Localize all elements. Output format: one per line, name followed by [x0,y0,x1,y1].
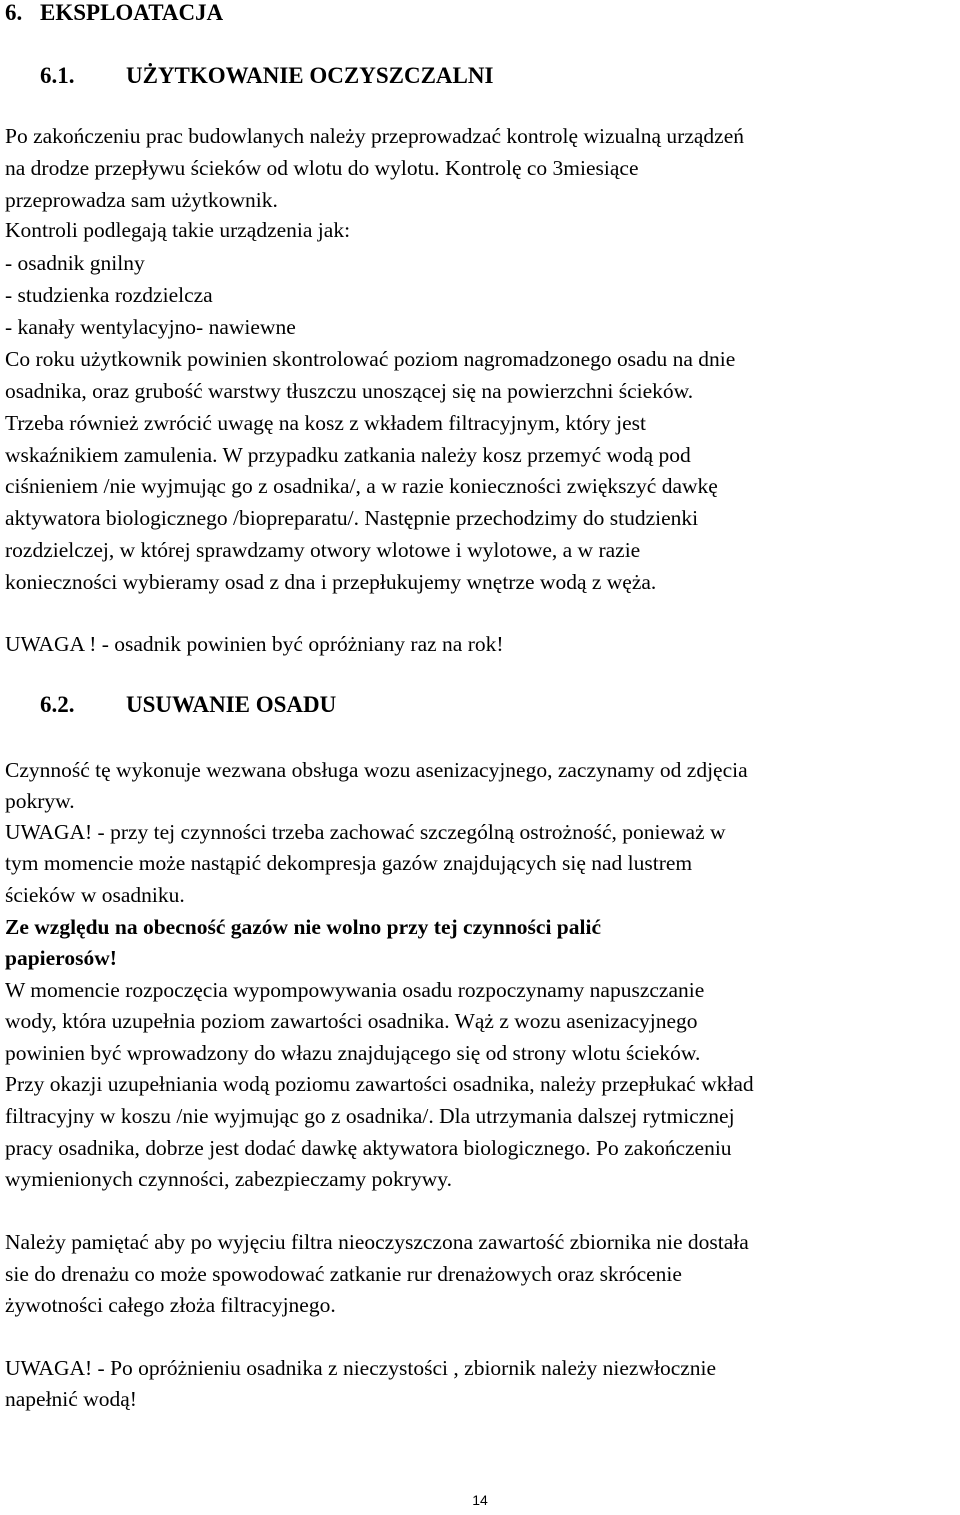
text-line: W momencie rozpoczęcia wypompowywania osadu rozpoczynamy napuszczanie [5,978,705,1002]
subsection-title: UŻYTKOWANIE OCZYSZCZALNI [126,63,494,88]
subsection-heading [40,689,337,721]
text-line: Czynność tę wykonuje wezwana obsługa wozu asenizacyjnego, zaczynamy od zdjęcia [5,758,748,782]
text-line: sie do drenażu co może spowodować zatkanie rur drenażowych oraz skrócenie [5,1262,682,1286]
text-line: Po zakończeniu prac budowlanych należy przeprowadzać kontrolę wizualną urządzeń [5,124,745,148]
text-line: pokryw. [5,789,75,813]
subsection-heading [40,60,494,92]
text-line: osadnika, oraz grubość warstwy tłuszczu unoszącej się na powierzchni ścieków. [5,379,694,403]
text-line: UWAGA! - przy tej czynności trzeba zachować szczególną ostrożność, ponieważ w [5,820,726,844]
warning-line: napełnić wodą! [5,1387,137,1411]
subsection-title: USUWANIE OSADU [126,692,337,717]
list-item: - studzienka rozdzielcza [5,283,213,307]
text-line: Kontroli podlegają takie urządzenia jak: [5,218,351,242]
text-line: ścieków w osadniku. [5,883,185,907]
bold-warning-line: Ze względu na obecność gazów nie wolno przy tej czynności palić [5,915,601,939]
text-line: tym momencie może nastąpić dekompresja gazów znajdujących się nad lustrem [5,851,693,875]
text-line: wymienionych czynności, zabezpieczamy pokrywy. [5,1167,452,1191]
warning-line: UWAGA! - Po opróżnieniu osadnika z nieczystości , zbiornik należy niezwłocznie [5,1356,717,1380]
text-line: pracy osadnika, dobrze jest dodać dawkę aktywatora biologicznego. Po zakończeniu [5,1136,732,1160]
text-line: powinien być wprowadzony do włazu znajdującego się od strony wlotu ścieków. [5,1041,701,1065]
subsection-number: 6.2. [40,692,75,717]
subsection-number: 6.1. [40,63,75,88]
text-line: żywotności całego złoża filtracyjnego. [5,1293,336,1317]
text-line: ciśnieniem /nie wyjmując go z osadnika/, a w razie konieczności zwiększyć dawkę [5,474,718,498]
section-heading [5,0,223,29]
section-number: 6. [5,0,23,25]
text-line: Przy okazji uzupełniania wodą poziomu zawartości osadnika, należy przepłukać wkład [5,1072,754,1096]
text-line: przeprowadza sam użytkownik. [5,188,278,212]
list-item: - kanały wentylacyjno- nawiewne [5,315,296,339]
text-line: Co roku użytkownik powinien skontrolować poziom nagromadzonego osadu na dnie [5,347,736,371]
section-title: EKSPLOATACJA [40,0,224,25]
text-line: filtracyjny w koszu /nie wyjmując go z osadnika/. Dla utrzymania dalszej rytmicznej [5,1104,735,1128]
text-line: rozdzielczej, w której sprawdzamy otwory wlotowe i wylotowe, a w razie [5,538,641,562]
list-item: - osadnik gnilny [5,251,145,275]
text-line: na drodze przepływu ścieków od wlotu do wylotu. Kontrolę co 3miesiące [5,156,639,180]
text-line: aktywatora biologicznego /biopreparatu/. Następnie przechodzimy do studzienki [5,506,699,530]
text-line: Należy pamiętać aby po wyjęciu filtra nieoczyszczona zawartość zbiornika nie dostała [5,1230,749,1254]
text-line: Trzeba również zwrócić uwagę na kosz z wkładem filtracyjnym, który jest [5,411,647,435]
warning-line: UWAGA ! - osadnik powinien być opróżniany raz na rok! [5,632,504,656]
text-line: konieczności wybieramy osad z dna i przepłukujemy wnętrze wodą z węża. [5,570,657,594]
bold-warning-line: papierosów! [5,946,117,970]
text-line: wskaźnikiem zamulenia. W przypadku zatkania należy kosz przemyć wodą pod [5,443,691,467]
page-number: 14 [472,1492,488,1508]
text-line: wody, która uzupełnia poziom zawartości osadnika. Wąż z wozu asenizacyjnego [5,1009,698,1033]
